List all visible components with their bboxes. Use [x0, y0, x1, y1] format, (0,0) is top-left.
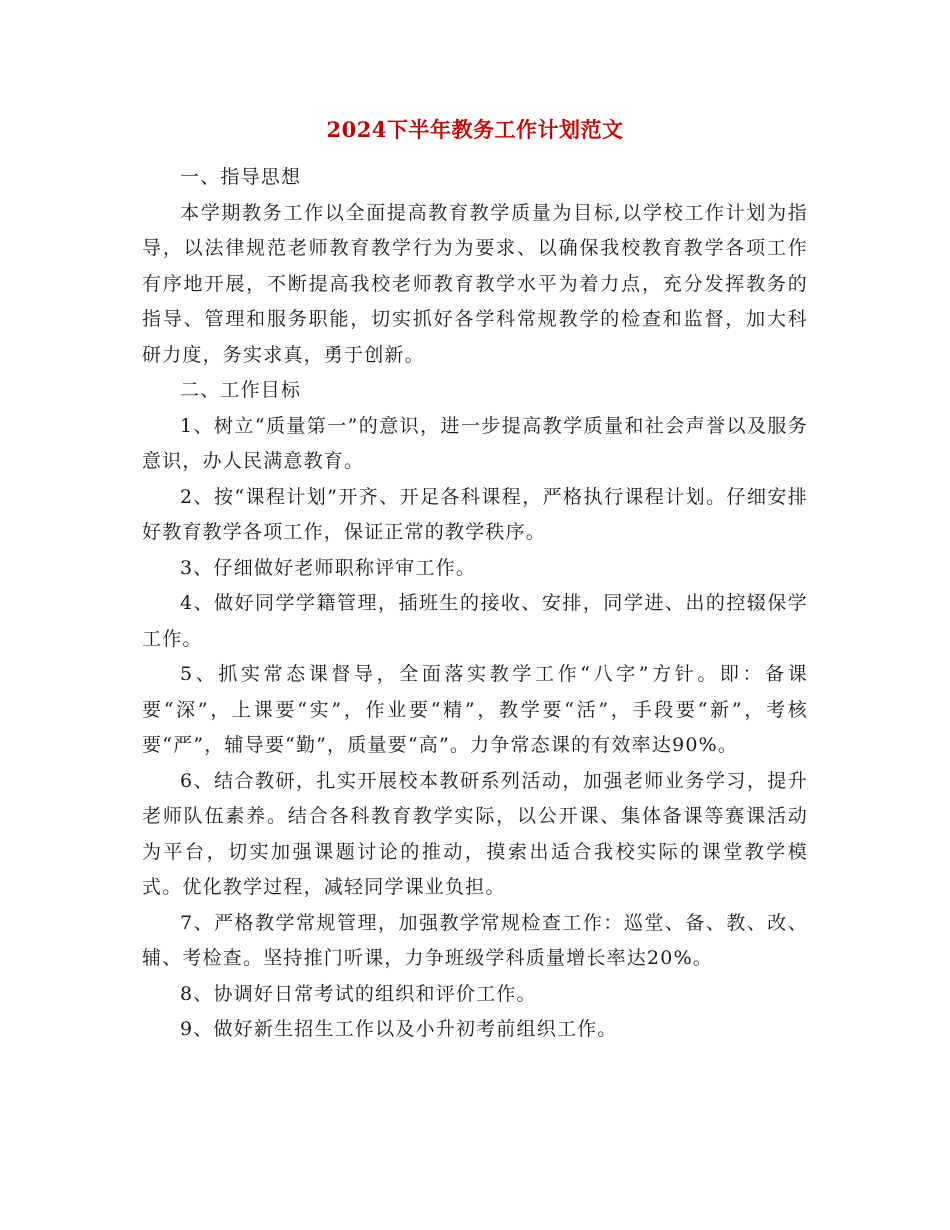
- goal-item-5: 5、抓实常态课督导，全面落实教学工作“八字”方针。即：备课要“深”，上课要“实”，作业要“精”，教学要“活”，手段要“新”，考核要“严”，辅导要“勤”，质量要“高”。力争常态课的有效率达90%。: [142, 663, 808, 756]
- goal-item-9: 9、做好新生招生工作以及小升初考前组织工作。: [180, 1018, 618, 1040]
- section-heading-work-goals: 二、工作目标: [180, 379, 302, 401]
- goal-item-8: 8、协调好日常考试的组织和评价工作。: [180, 982, 537, 1005]
- goal-item-1: 1、树立“质量第一”的意识，进一步提高教学质量和社会声誉以及服务意识，办人民满意教育。: [142, 414, 808, 472]
- goal-item-3: 3、仔细做好老师职称评审工作。: [180, 556, 477, 579]
- goal-item-2: 2、按“课程计划”开齐、开足各科课程，严格执行课程计划。仔细安排好教育教学各项工作，保证正常的教学秩序。: [142, 485, 808, 543]
- goal-item-4: 4、做好同学学籍管理，插班生的接收、安排，同学进、出的控辍保学工作。: [142, 592, 808, 650]
- goal-item-6: 6、结合教研，扎实开展校本教研系列活动，加强老师业务学习，提升老师队伍素养。结合各科教育教学实际，以公开课、集体备课等赛课活动为平台，切实加强课题讨论的推动，摸索出适合我校实际的课堂教学模式。优化教学过程，减轻同学课业负担。: [142, 769, 808, 898]
- goal-item-7: 7、严格教学常规管理，加强教学常规检查工作：巡堂、备、教、改、辅、考检查。坚持推门听课，力争班级学科质量增长率达20%。: [142, 911, 808, 969]
- paragraph-guiding-ideology: 本学期教务工作以全面提高教育教学质量为目标,以学校工作计划为指导，以法律规范老师教育教学行为为要求、以确保我校教育教学各项工作有序地开展，不断提高我校老师教育教学水平为着力点，充分发挥教务的指导、管理和服务职能，切实抓好各学科常规教学的检查和监督，加大科研力度，务实求真，勇于创新。: [142, 201, 808, 366]
- section-heading-guiding-ideology: 一、指导思想: [180, 166, 302, 188]
- document-title: 2024下半年教务工作计划范文: [326, 117, 624, 142]
